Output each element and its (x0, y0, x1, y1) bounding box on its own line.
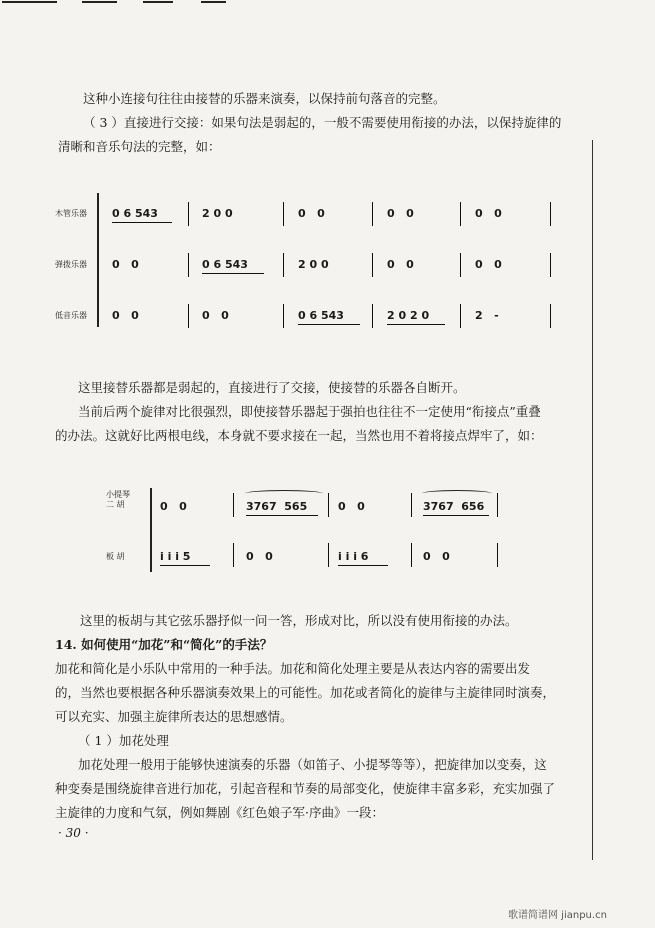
slur (422, 490, 492, 497)
watermark: 歌谱简谱网 jianpu.cn (508, 910, 607, 921)
top-marks (0, 0, 655, 8)
score-2-label-banhu: 板 胡 (106, 552, 125, 561)
score-2-r2-m4: 0 0 (423, 550, 450, 563)
slur (245, 490, 323, 497)
barline (328, 543, 329, 567)
score-1-brace (97, 193, 99, 327)
paragraph-8c: 主旋律的力度和气氛，例如舞剧《红色娘子军·序曲》一段： (55, 805, 384, 820)
barline (550, 304, 551, 328)
barline (460, 253, 461, 277)
score-1-r3-m4: 2 0 2 0 (387, 309, 430, 322)
score-2-r2-m1: i i i 5 (160, 550, 191, 563)
beam (112, 222, 172, 223)
page-edge (592, 140, 593, 860)
score-1-label-plucked: 弹拨乐器 (55, 260, 87, 269)
beam (387, 324, 445, 325)
paragraph-7: （ 1 ）加花处理 (78, 733, 169, 748)
barline (372, 304, 373, 328)
score-1-r1-m4: 0 0 (387, 207, 414, 220)
score-2-r1-m4: 3767 656 (423, 500, 485, 513)
paragraph-8b: 种变奏是围绕旋律音进行加花，引起音程和节奏的局部变化，使旋律丰富多彩，充实加强了 (55, 781, 556, 796)
score-1-label-bass: 低音乐器 (55, 311, 87, 320)
paragraph-6c: 可以充实、加强主旋律所表达的思想感情。 (55, 709, 293, 724)
paragraph-6b: 的，当然也要根据各种乐器演奏效果上的可能性。加花或者简化的旋律与主旋律同时演奏， (55, 685, 556, 700)
paragraph-8a: 加花处理一般用于能够快速演奏的乐器（如笛子、小提琴等等），把旋律加以变奏，这 (78, 757, 547, 772)
beam (338, 565, 388, 566)
score-1-label-woodwind: 木管乐器 (55, 209, 87, 218)
paragraph-3: 这里接替乐器都是弱起的，直接进行了交接，使接替的乐器各自断开。 (78, 380, 466, 395)
score-1-r3-m5: 2 - (475, 309, 499, 322)
score-1-r3-m3: 0 6 543 (298, 309, 344, 322)
barline (550, 202, 551, 226)
score-2-r1-m1: 0 0 (160, 500, 187, 513)
barline (328, 493, 329, 517)
beam (423, 515, 489, 516)
paragraph-5: 这里的板胡与其它弦乐器抒似一问一答，形成对比，所以没有使用衔接的办法。 (80, 613, 518, 628)
barline (283, 202, 284, 226)
barline (233, 493, 234, 517)
barline (411, 543, 412, 567)
paragraph-4a: 当前后两个旋律对比很强烈，即使接替乐器起于强拍也往往不一定使用“衔接点”重叠 (78, 404, 541, 419)
score-2-label-erhu: 二 胡 (106, 500, 125, 509)
score-1-r1-m1: 0 6 543 (112, 207, 158, 220)
score-1-r2-m3: 2 0 0 (298, 258, 329, 271)
barline (460, 304, 461, 328)
score-2-label-violin: 小提琴 (106, 490, 130, 499)
barline (283, 304, 284, 328)
score-1-r1-m2: 2 0 0 (202, 207, 233, 220)
barline (233, 543, 234, 567)
beam (246, 515, 318, 516)
score-1-r1-m5: 0 0 (475, 207, 502, 220)
score-1-r2-m5: 0 0 (475, 258, 502, 271)
section-heading-14: 14. 如何使用“加花”和“简化”的手法？ (55, 637, 273, 652)
score-1-r2-m4: 0 0 (387, 258, 414, 271)
barline (372, 202, 373, 226)
score-2-r2-m3: i i i 6 (338, 550, 369, 563)
barline (460, 202, 461, 226)
barline (497, 493, 498, 517)
score-1-r3-m2: 0 0 (202, 309, 229, 322)
score-1-r1-m3: 0 0 (298, 207, 325, 220)
score-2-r1-m3: 0 0 (338, 500, 365, 513)
barline (188, 304, 189, 328)
paragraph-2b: 清晰和音乐句法的完整，如： (58, 139, 221, 154)
paragraph-6a: 加花和简化是小乐队中常用的一种手法。加花和简化处理主要是从表达内容的需要出发 (55, 661, 531, 676)
barline (550, 253, 551, 277)
beam (160, 565, 210, 566)
page-number: · 30 · (58, 826, 89, 840)
paragraph-4b: 的办法。这就好比两根电线，本身就不要求接在一起，当然也用不着将接点焊牢了，如： (55, 428, 543, 443)
paragraph-1: 这种小连接句往往由接替的乐器来演奏，以保持前句落音的完整。 (83, 91, 446, 106)
barline (188, 253, 189, 277)
score-2-r1-m2: 3767 565 (246, 500, 308, 513)
score-2-r2-m2: 0 0 (246, 550, 273, 563)
score-1-r2-m1: 0 0 (112, 258, 139, 271)
beam (298, 324, 360, 325)
score-1-r2-m2: 0 6 543 (202, 258, 248, 271)
paragraph-2a: （ 3 ）直接进行交接：如果句法是弱起的，一般不需要使用衔接的办法，以保持旋律的 (83, 115, 562, 130)
barline (283, 253, 284, 277)
barline (411, 493, 412, 517)
barline (372, 253, 373, 277)
beam (202, 273, 264, 274)
barline (188, 202, 189, 226)
score-1-r3-m1: 0 0 (112, 309, 139, 322)
barline (497, 543, 498, 567)
score-2-brace (150, 488, 152, 572)
